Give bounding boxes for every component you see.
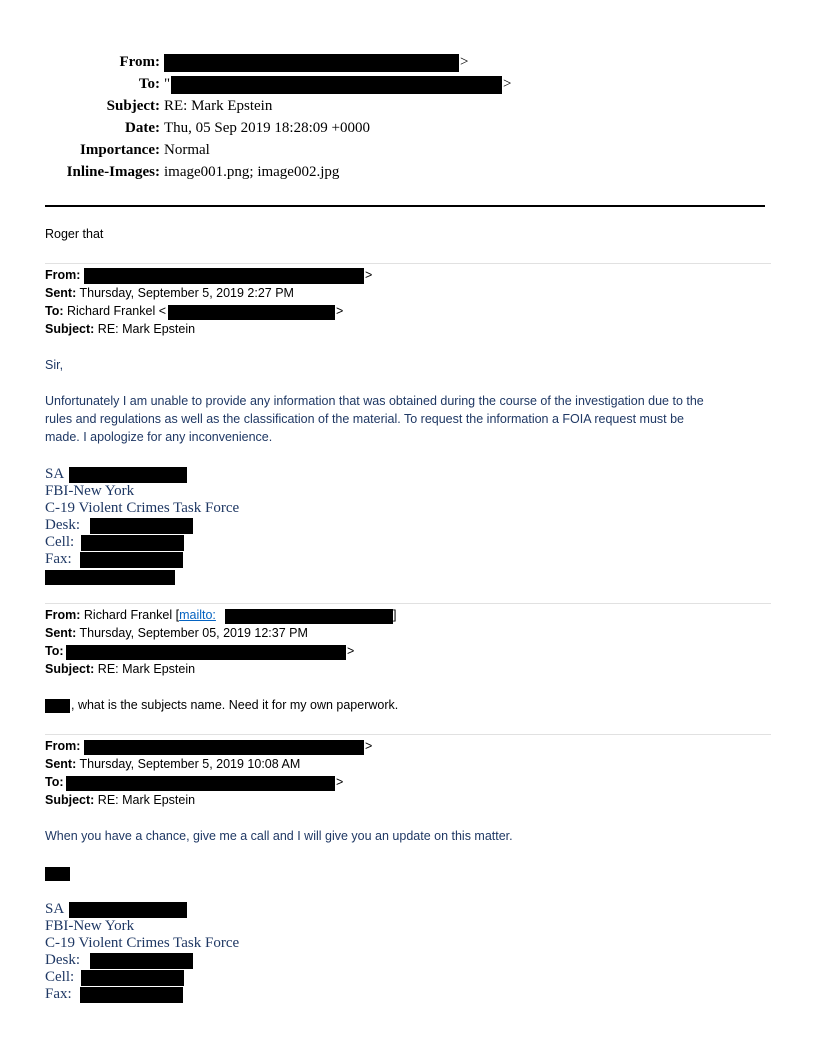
sig1-fax: Fax: <box>45 551 72 567</box>
redaction <box>45 699 70 713</box>
message-divider <box>45 734 771 735</box>
redaction <box>84 740 364 755</box>
subject-value: RE: Mark Epstein <box>164 98 273 114</box>
msg1-from-suffix: > <box>365 268 373 282</box>
from-label: From: <box>119 54 160 70</box>
redaction <box>45 570 175 585</box>
msg1-sent-value: Thursday, September 5, 2019 2:27 PM <box>79 286 294 300</box>
msg2-from-label: From: <box>45 608 81 622</box>
redaction <box>69 467 187 483</box>
msg3-from-label: From: <box>45 739 81 753</box>
msg1-subject <box>45 322 195 336</box>
msg2-sent <box>45 626 308 640</box>
redaction <box>45 867 70 881</box>
msg1-paragraph-line: made. I apologize for any inconvenience. <box>45 430 273 444</box>
from-suffix: > <box>460 54 469 70</box>
msg1-from <box>45 268 80 282</box>
mailto-link[interactable]: mailto: <box>179 608 216 622</box>
msg1-to-suffix: > <box>336 304 344 318</box>
to-label: To: <box>138 76 160 92</box>
redaction <box>81 535 184 551</box>
msg3-from-suffix: > <box>365 739 373 753</box>
sig1-office: FBI-New York <box>45 483 135 499</box>
msg2-subject-label: Subject: <box>45 662 95 676</box>
to-suffix: > <box>503 76 512 92</box>
msg3-subject-label: Subject: <box>45 793 95 807</box>
msg3-from <box>45 739 80 753</box>
importance-value: Normal <box>164 142 210 158</box>
msg2-to <box>45 644 64 658</box>
message-divider <box>45 263 771 264</box>
msg2-sent-value: Thursday, September 05, 2019 12:37 PM <box>79 626 308 640</box>
msg3-sent <box>45 757 300 771</box>
msg3-sent-label: Sent: <box>45 757 77 771</box>
sig2-office: FBI-New York <box>45 918 135 934</box>
msg2-body: , what is the subjects name. Need it for my own paperwork. <box>71 698 399 712</box>
msg2-from-suffix: ] <box>393 608 397 622</box>
msg1-paragraph-line: Unfortunately I am unable to provide any information that was obtained during the course of the investigation due to the <box>45 394 704 408</box>
msg3-to <box>45 775 64 789</box>
msg1-to-value: Richard Frankel < <box>67 304 166 318</box>
sig2-unit: C-19 Violent Crimes Task Force <box>45 935 240 951</box>
sig2-sa: SA <box>45 901 65 917</box>
msg1-subject-value: RE: Mark Epstein <box>97 322 196 336</box>
msg2-to-label: To: <box>45 644 64 658</box>
sig1-cell: Cell: <box>45 534 75 550</box>
redaction <box>225 609 393 624</box>
redaction <box>168 305 335 320</box>
msg2-subject <box>45 662 195 676</box>
msg1-subject-label: Subject: <box>45 322 95 336</box>
to-prefix: " <box>164 76 171 92</box>
redaction <box>90 953 193 969</box>
msg1-greeting: Sir, <box>45 358 64 372</box>
sig2-fax: Fax: <box>45 986 72 1002</box>
msg2-to-suffix: > <box>347 644 355 658</box>
msg3-to-suffix: > <box>336 775 344 789</box>
msg1-sent-label: Sent: <box>45 286 77 300</box>
msg2-subject-value: RE: Mark Epstein <box>97 662 196 676</box>
msg2-from-value: Richard Frankel [ <box>83 608 180 622</box>
msg3-body: When you have a chance, give me a call and I will give you an update on this matter. <box>45 829 513 843</box>
header-divider <box>45 205 765 207</box>
redaction <box>81 970 184 986</box>
msg1-paragraph-line: rules and regulations as well as the classification of the material. To request the information a FOIA request must be <box>45 412 684 426</box>
inline-images-label: Inline-Images: <box>66 164 160 180</box>
redaction <box>80 552 183 568</box>
msg3-subject-value: RE: Mark Epstein <box>97 793 196 807</box>
redaction <box>69 902 187 918</box>
sig2-cell: Cell: <box>45 969 75 985</box>
sig1-unit: C-19 Violent Crimes Task Force <box>45 500 240 516</box>
msg1-sent <box>45 286 294 300</box>
redaction <box>171 76 502 94</box>
redaction <box>80 987 183 1003</box>
sig1-desk: Desk: <box>45 517 80 533</box>
message-divider <box>45 603 771 604</box>
redaction <box>90 518 193 534</box>
msg1-to <box>45 304 166 318</box>
redaction <box>84 268 364 284</box>
subject-label: Subject: <box>106 98 160 114</box>
msg3-sent-value: Thursday, September 5, 2019 10:08 AM <box>79 757 301 771</box>
msg2-sent-label: Sent: <box>45 626 77 640</box>
sig1-sa: SA <box>45 466 65 482</box>
msg1-to-label: To: <box>45 304 64 318</box>
importance-label: Importance: <box>80 142 160 158</box>
reply-body: Roger that <box>45 227 104 241</box>
inline-images-value: image001.png; image002.jpg <box>164 164 340 180</box>
sig2-desk: Desk: <box>45 952 80 968</box>
msg3-to-label: To: <box>45 775 64 789</box>
redaction <box>66 645 346 660</box>
redaction <box>66 776 335 791</box>
date-value: Thu, 05 Sep 2019 18:28:09 +0000 <box>164 120 370 136</box>
msg3-subject <box>45 793 195 807</box>
msg1-from-label: From: <box>45 268 81 282</box>
date-label: Date: <box>125 120 160 136</box>
redaction <box>164 54 459 72</box>
msg2-from <box>45 608 216 622</box>
